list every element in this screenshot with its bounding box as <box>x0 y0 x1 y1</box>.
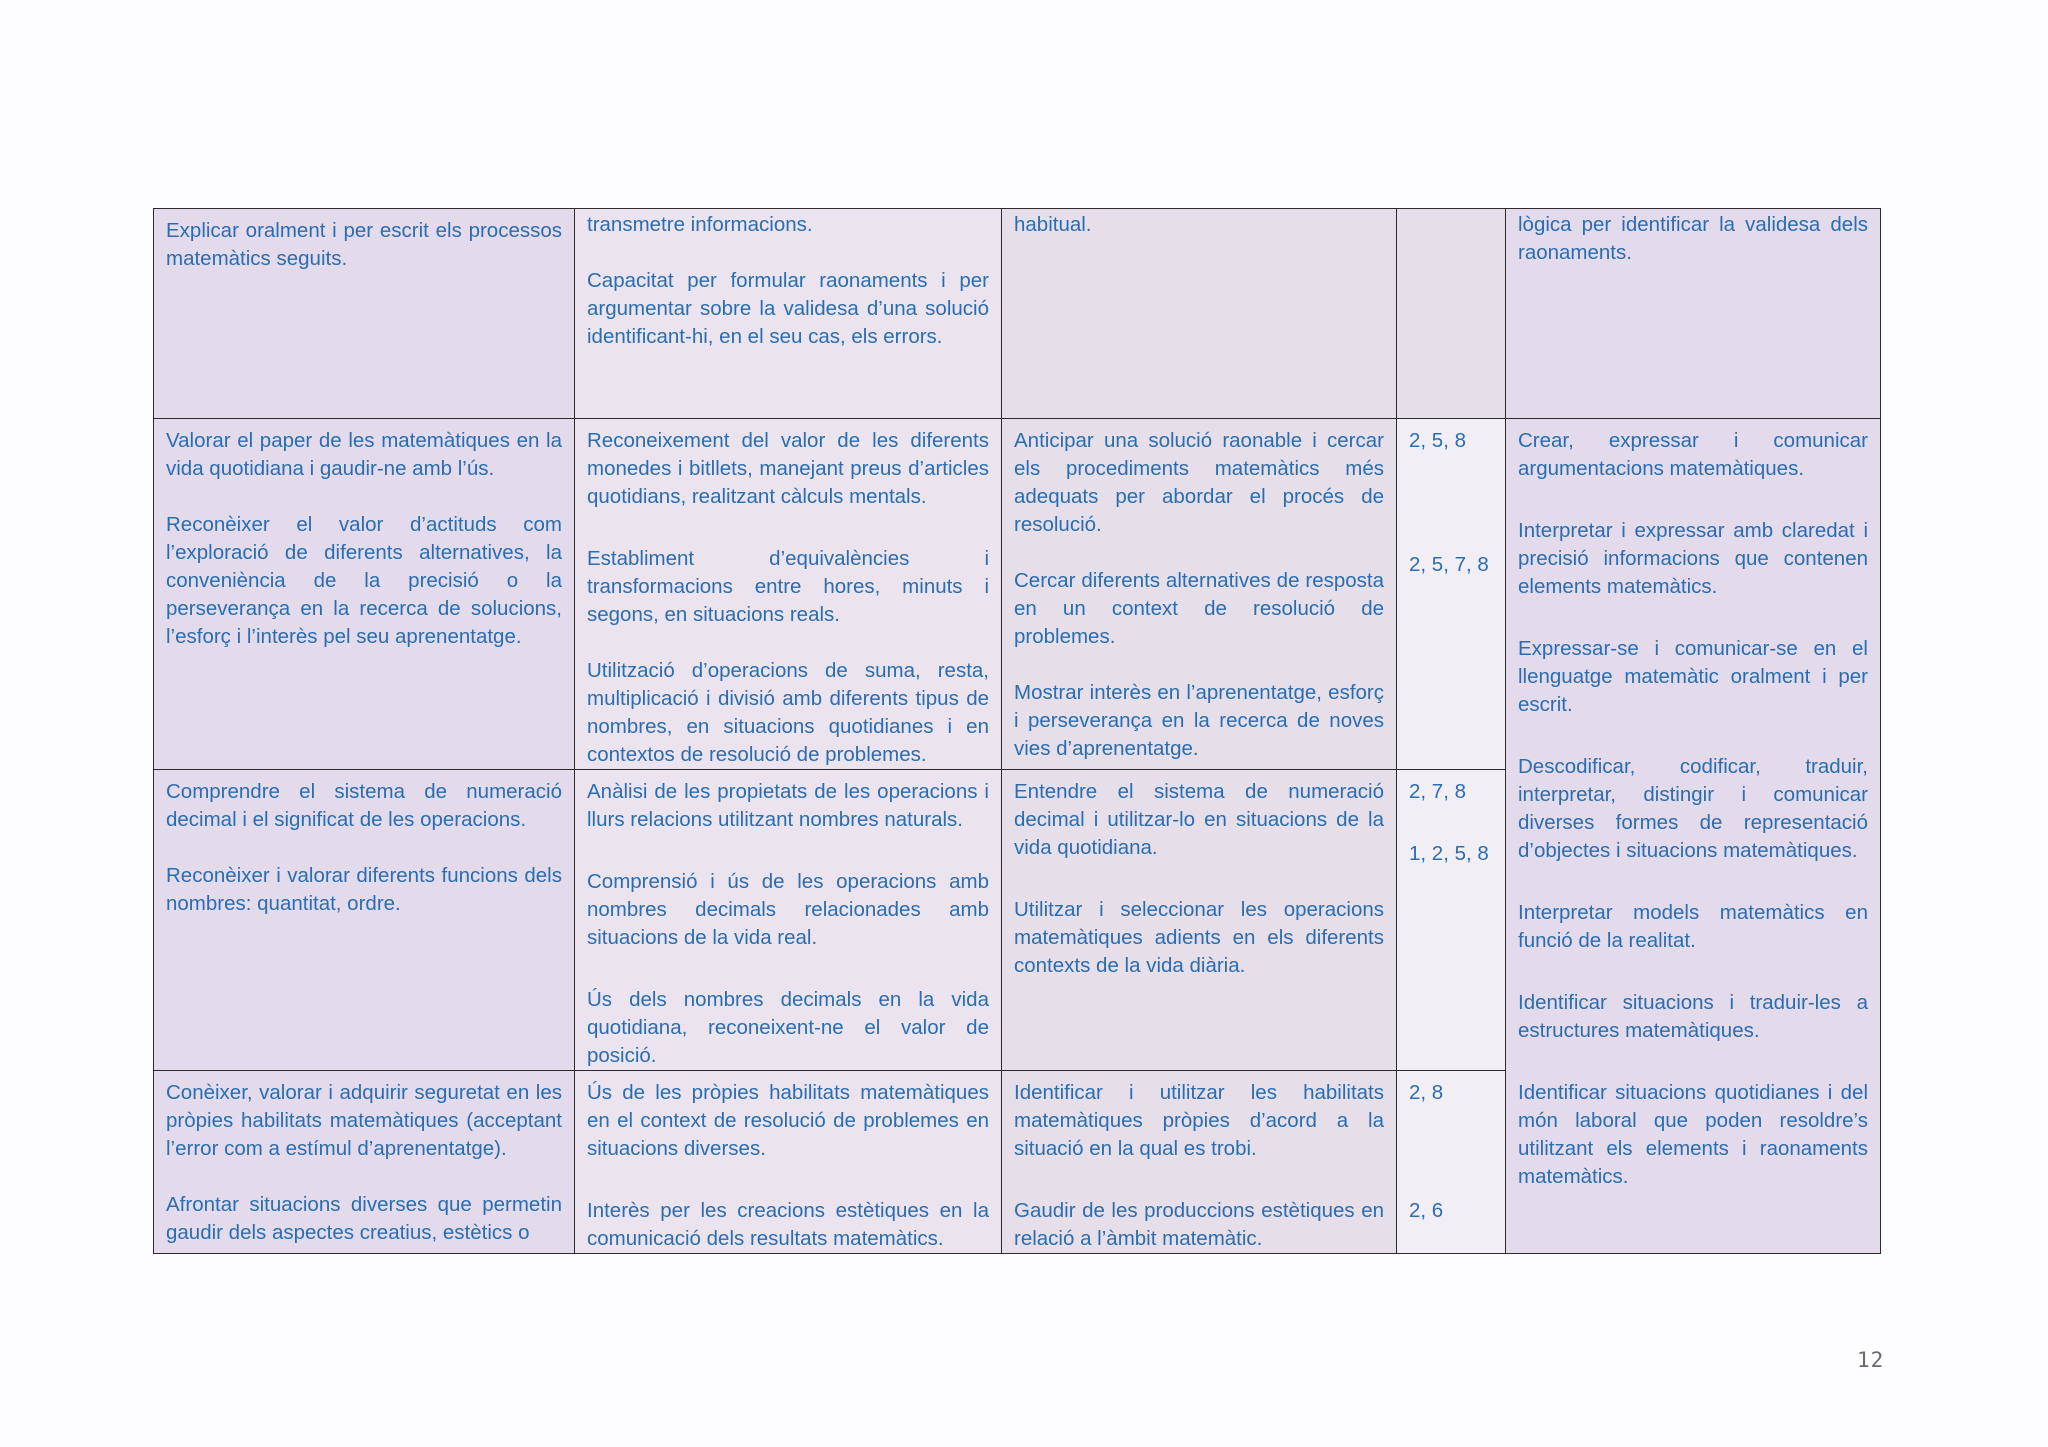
content-cell <box>575 209 1002 419</box>
competency-text: Identificar situacions quotidianes i del món laboral que poden resoldre’s utilitzant els elements i raonaments matemàtics. <box>1518 1081 1868 1188</box>
criteria-text: Anticipar una solució raonable i cercar els procediments matemàtics més adequats per abordar el procés de resolució. <box>1014 429 1384 536</box>
competency-numbers: 1, 2, 5, 8 <box>1409 842 1489 865</box>
competency-text: Expressar-se i comunicar-se en el llenguatge matemàtic oralment i per escrit. <box>1518 637 1868 716</box>
competency-numbers: 2, 6 <box>1409 1199 1444 1222</box>
content-text: Utilització d’operacions de suma, resta, multiplicació i divisió amb diferents tipus de nombres, en situacions quotidianes i en contextos de resolució de problemes. <box>587 659 989 766</box>
objective-text: Valorar el paper de les matemàtiques en la vida quotidiana i gaudir-ne amb l’ús. <box>166 429 562 480</box>
criteria-cell <box>1002 1071 1397 1254</box>
criteria-text: Identificar i utilitzar les habilitats matemàtiques pròpies d’acord a la situació en la qual es trobi. <box>1014 1081 1384 1160</box>
objective-cell <box>154 209 575 419</box>
competency-numbers-cell <box>1397 209 1506 419</box>
competency-text: Interpretar i expressar amb claredat i precisió informacions que contenen elements matemàtics. <box>1518 519 1868 598</box>
objective-text: Reconèixer i valorar diferents funcions dels nombres: quantitat, ordre. <box>166 864 562 915</box>
competency-numbers: 2, 5, 7, 8 <box>1409 553 1489 576</box>
criteria-text: Gaudir de les produccions estètiques en relació a l’àmbit matemàtic. <box>1014 1199 1384 1250</box>
criteria-text: Mostrar interès en l’aprenentatge, esforç i perseverança en la recerca de noves vies d’aprenentatge. <box>1014 681 1384 760</box>
competency-text: Descodificar, codificar, traduir, interpretar, distingir i comunicar diverses formes de representació d’objectes i situacions matemàtiques. <box>1518 755 1868 862</box>
competency-numbers-cell <box>1397 1071 1506 1254</box>
criteria-text: Utilitzar i seleccionar les operacions matemàtiques adients en els diferents contexts de la vida diària. <box>1014 898 1384 977</box>
competency-numbers: 2, 5, 8 <box>1409 429 1466 452</box>
content-text: Comprensió i ús de les operacions amb nombres decimals relacionades amb situacions de la vida real. <box>587 870 989 949</box>
objective-text: Afrontar situacions diverses que permetin gaudir dels aspectes creatius, estètics o <box>166 1193 562 1244</box>
criteria-text: Cercar diferents alternatives de resposta en un context de resolució de problemes. <box>1014 569 1384 648</box>
content-text: Ús dels nombres decimals en la vida quotidiana, reconeixent-ne el valor de posició. <box>587 988 989 1067</box>
objective-text: Reconèixer el valor d’actituds com l’exploració de diferents alternatives, la conveniència de la precisió o la perseverança en la recerca de solucions, l’esforç i l’interès pel seu aprenentatge. <box>166 513 562 648</box>
content-text: Establiment d’equivalències i transformacions entre hores, minuts i segons, en situacions reals. <box>587 547 989 626</box>
content-text: Interès per les creacions estètiques en la comunicació dels resultats matemàtics. <box>587 1199 989 1250</box>
criteria-cell <box>1002 209 1397 419</box>
objective-text: Conèixer, valorar i adquirir seguretat en les pròpies habilitats matemàtiques (acceptant l’error com a estímul d’aprenentatge). <box>166 1081 562 1160</box>
competency-text: lògica per identificar la validesa dels raonaments. <box>1518 213 1868 264</box>
content-text: transmetre informacions. <box>587 213 813 236</box>
criteria-cell <box>1002 770 1397 1071</box>
criteria-text: Entendre el sistema de numeració decimal i utilitzar-lo en situacions de la vida quotidiana. <box>1014 780 1384 859</box>
criteria-text: habitual. <box>1014 213 1092 236</box>
objective-text: Comprendre el sistema de numeració decimal i el significat de les operacions. <box>166 780 562 831</box>
content-text: Capacitat per formular raonaments i per argumentar sobre la validesa d’una solució identificant-hi, en el seu cas, els errors. <box>587 269 989 348</box>
content-text: Anàlisi de les propietats de les operacions i llurs relacions utilitzant nombres naturals. <box>587 780 989 831</box>
competencies-table <box>153 208 1881 1254</box>
table-row <box>154 209 1881 419</box>
criteria-cell <box>1002 419 1397 770</box>
competency-text: Identificar situacions i traduir-les a estructures matemàtiques. <box>1518 991 1868 1042</box>
content-cell <box>575 770 1002 1071</box>
content-text: Ús de les pròpies habilitats matemàtiques en el context de resolució de problemes en situacions diverses. <box>587 1081 989 1160</box>
page-number: 12 <box>1857 1348 1885 1372</box>
competency-cell <box>1506 209 1881 419</box>
objective-cell <box>154 419 575 770</box>
competency-numbers: 2, 8 <box>1409 1081 1444 1104</box>
objective-cell <box>154 770 575 1071</box>
competency-text: Interpretar models matemàtics en funció de la realitat. <box>1518 901 1868 952</box>
competency-numbers-cell <box>1397 770 1506 1071</box>
competency-cell-merged <box>1506 419 1881 1254</box>
content-cell <box>575 419 1002 770</box>
objective-text: Explicar oralment i per escrit els processos matemàtics seguits. <box>166 219 562 270</box>
objective-cell <box>154 1071 575 1254</box>
table-row <box>154 419 1881 770</box>
content-cell <box>575 1071 1002 1254</box>
competency-numbers: 2, 7, 8 <box>1409 780 1466 803</box>
competency-text: Crear, expressar i comunicar argumentacions matemàtiques. <box>1518 429 1868 480</box>
content-text: Reconeixement del valor de les diferents monedes i bitllets, manejant preus d’articles quotidians, realitzant càlculs mentals. <box>587 429 989 508</box>
competency-numbers-cell <box>1397 419 1506 770</box>
